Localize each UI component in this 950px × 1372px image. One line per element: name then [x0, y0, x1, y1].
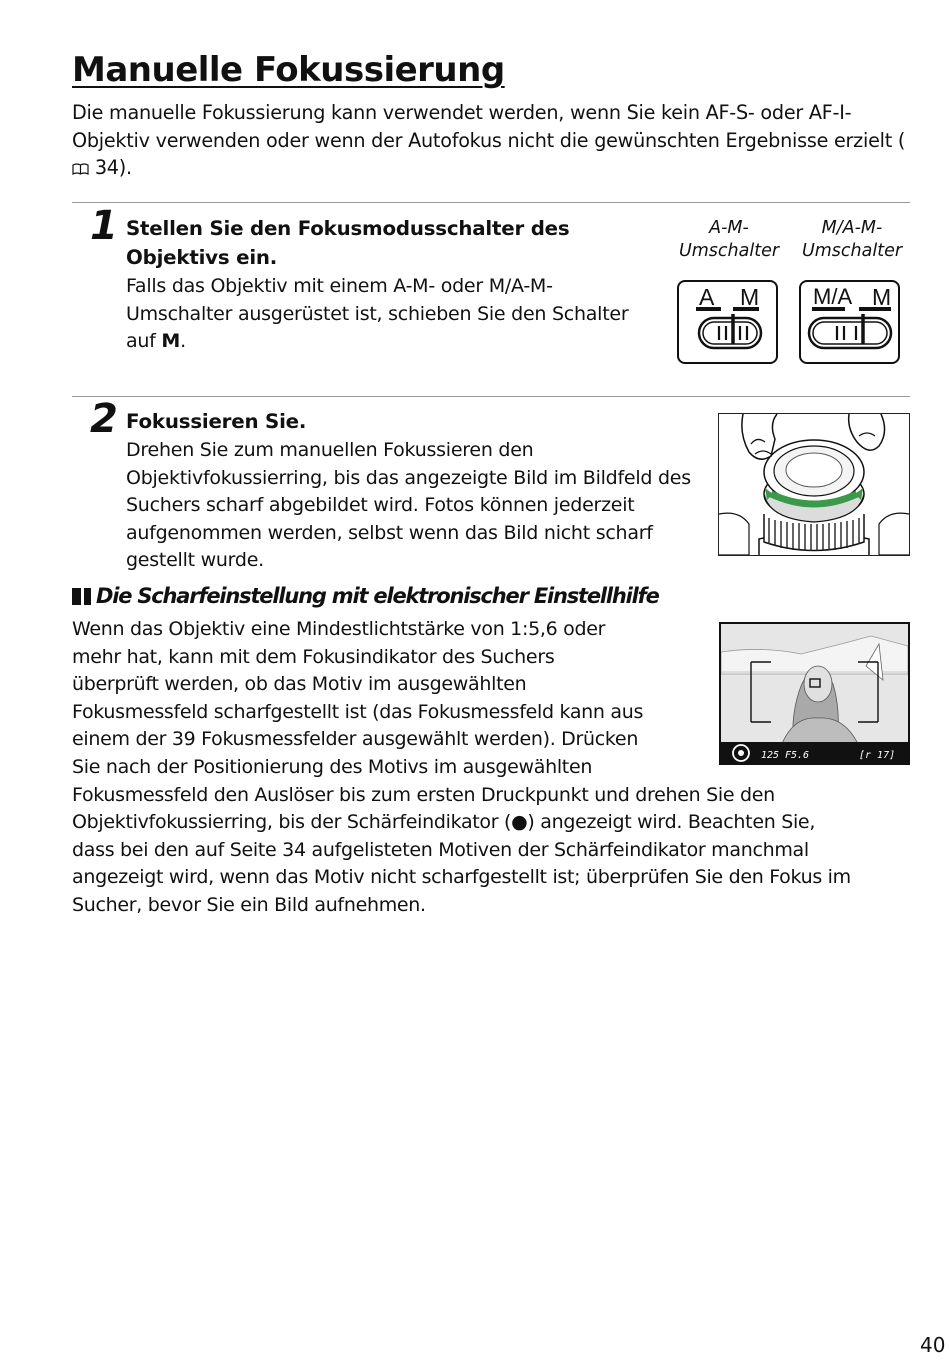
switch-ma-label: M/A [813, 284, 853, 309]
divider [72, 202, 910, 203]
vf-frames-readout: [r 17] [859, 750, 896, 761]
vf-shutter-readout: 125 [761, 750, 780, 761]
switch-a-label: A [699, 284, 715, 310]
note-body: Wenn das Objektiv eine Mindestlichtstärke von 1:5,6 oder mehr hat, kann mit dem Fokusindikator des Suchers überprüft werden, ob das Motiv im ausgewählten Fokusmessfeld scharfgestellt ist (das Fokusmessfeld kann aus einem der 39 Fokusmessfelder ausgewählt werden). Drücken Sie nach der Positionierung des Motivs im ausgewählten Fokusmessfeld den Auslöser bis zum ersten Druckpunkt und drehen Sie den Objektivfokussierring, bis der Schärfeindikator (●) angezeigt wird. Beachten Sie, dass bei den auf Seite 34 aufgelisteten Motiven der Schärfeindikator manchmal angezeigt wird, wenn das Motiv nicht scharfgestellt ist; überprüfen Sie den Fokus im Sucher, bevor Sie ein Bild aufnehmen. [72, 618, 851, 916]
slide-switch-icon [801, 282, 898, 362]
note-marker-icon [84, 588, 91, 605]
step-number: 2 [90, 396, 117, 442]
page-number: 40 [920, 1333, 946, 1357]
divider [72, 396, 910, 397]
switch-m-label: M [740, 284, 760, 310]
note-marker-icon [72, 588, 81, 605]
intro-paragraph: Die manuelle Fokussierung kann verwendet werden, wenn Sie kein AF-S- oder AF-I-Objektiv verwenden oder wenn der Autofokus nicht die gewünschten Ergebnisse erzielt ( 34). [72, 101, 906, 179]
book-icon [72, 155, 89, 167]
step-number: 1 [90, 203, 117, 249]
switch-label-mam: M/A-M- Umschalter [801, 218, 903, 261]
page-title: Manuelle Fokussierung [72, 50, 505, 90]
viewfinder-illustration [719, 622, 910, 765]
step-body: Falls das Objektiv mit einem A-M- oder M/A-M-Umschalter ausgerüstet ist, schieben Sie den Schalter auf M. [126, 275, 629, 352]
step-body: Drehen Sie zum manuellen Fokussieren den Objektivfokussierring, bis das angezeigte Bild im Bildfeld des Suchers scharf abgebildet wird. Fotos können jederzeit aufgenommen werden, selbst wenn das Bild nicht scharf gestellt wurde. [126, 439, 691, 571]
note-heading: Die Scharfeinstellung mit elektronischer Einstellhilfe [72, 584, 659, 608]
vf-aperture-readout: F5.6 [785, 750, 810, 761]
step-heading: Fokussieren Sie. [126, 410, 307, 433]
am-switch-illustration [677, 280, 778, 364]
step-heading: Stellen Sie den Fokusmodusschalter des Objektivs ein. [126, 217, 570, 269]
slide-switch-icon [679, 282, 776, 362]
switch-label-am: A-M- Umschalter [678, 218, 780, 261]
switch-m-label: M [872, 284, 892, 310]
focus-ring-illustration [718, 413, 910, 556]
mam-switch-illustration [799, 280, 900, 364]
